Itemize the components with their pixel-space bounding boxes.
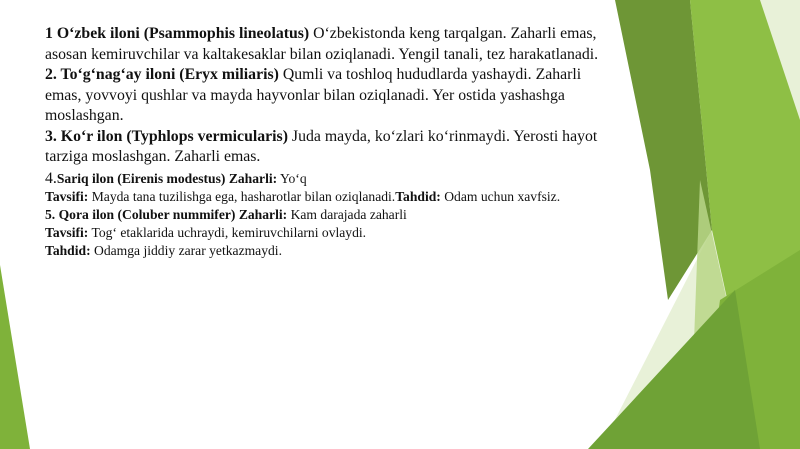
entry-4-threat: Odam uchun xavfsiz. (440, 188, 561, 204)
entry-3-text: Juda mayda, ko‘zlari ko‘rinmaydi. Yerosti hayot tarziga moslashgan. Zaharli emas. (45, 127, 598, 165)
entry-5-name: 5. Qora ilon (Coluber nummifer) Zaharli: (45, 206, 288, 222)
entry-1-text: O‘zbekistonda keng tarqalgan. Zaharli emas, asosan kemiruvchilar va kaltakesaklar bilan oziqlanadi. Yengil tanali, tez harakatlanadi. (45, 25, 599, 63)
entry-2-name: 2. To‘g‘nag‘ay iloni (Eryx miliaris) (45, 66, 279, 83)
entry-3-name: 3. Ko‘r ilon (Typhlops vermicularis) (45, 127, 288, 145)
entry-5-description (45, 224, 605, 242)
entry-1-name: 1 O‘zbek iloni (Psammophis lineolatus) (45, 25, 310, 42)
entry-4-description (45, 188, 605, 206)
entry-2-text: Qumli va toshloq hududlarda yashaydi. Zaharli emas, yovvoyi qushlar va mayda hayvonlar bilan oziqlanadi. Yer ostida yashashga moslashgan. (45, 66, 582, 124)
entry-5-threat-text: Odamga jiddiy zarar yetkazmaydi. (90, 242, 282, 258)
entry-4-threat-label: Tahdid: (395, 188, 441, 204)
entry-4-name: Sariq ilon (Eirenis modestus) Zaharli: (56, 170, 278, 186)
entry-5-desc-label: Tavsifi: (45, 224, 89, 240)
entry-4-desc-label: Tavsifi: (45, 188, 89, 204)
entry-5-venom: Kam darajada zaharli (287, 206, 407, 222)
entry-4-desc: Mayda tana tuzilishga ega, hasharotlar bilan oziqlanadi. (88, 188, 396, 204)
entry-5-heading (45, 206, 605, 224)
entry-2 (45, 65, 605, 127)
entry-5-desc: Tog‘ etaklarida uchraydi, kemiruvchilarni ovlaydi. (88, 224, 367, 240)
entry-4-venom: Yo‘q (277, 170, 307, 186)
entry-4-number: 4. (45, 169, 57, 187)
entry-5-threat (45, 242, 605, 260)
entry-4-heading (45, 170, 605, 188)
document-body (45, 24, 605, 260)
left-green-stripe (0, 265, 30, 449)
entry-5-threat-label: Tahdid: (45, 242, 91, 258)
entry-1 (45, 24, 605, 65)
entry-3 (45, 127, 605, 168)
